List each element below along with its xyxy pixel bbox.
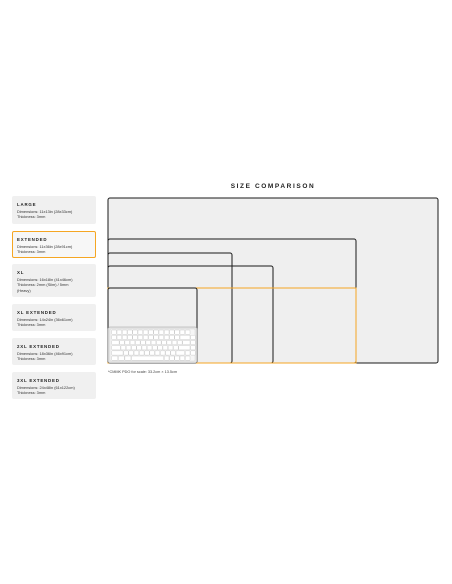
keyboard-key [122, 335, 127, 339]
keyboard-key [148, 335, 153, 339]
keyboard-key [176, 351, 185, 355]
keyboard-key [124, 351, 129, 355]
size-name: LARGE [17, 202, 37, 207]
keyboard-key [146, 340, 151, 344]
keyboard-key [138, 335, 143, 339]
size-detail: Thickness: 3mm [17, 390, 46, 396]
keyboard-key [138, 330, 143, 334]
keyboard-key [127, 330, 132, 334]
size-detail: Dimensions: 11x36in (28x91cm) [17, 244, 73, 249]
keyboard-key [127, 335, 132, 339]
keyboard-key [163, 346, 168, 350]
keyboard-key [180, 330, 185, 334]
size-name: EXTENDED [17, 237, 48, 242]
keyboard-key [129, 351, 134, 355]
keyboard-key [167, 340, 172, 344]
size-detail: Thickness: 3mm [17, 356, 46, 362]
keyboard-key [112, 356, 118, 360]
keyboard-key [171, 351, 176, 355]
keyboard-key [118, 356, 124, 360]
keyboard-key [168, 346, 173, 350]
keyboard-key [145, 351, 150, 355]
keyboard-key [185, 356, 190, 360]
keyboard-key [134, 351, 139, 355]
keyboard-key [133, 335, 138, 339]
size-name: XL [17, 270, 25, 275]
keyboard-key [143, 330, 148, 334]
keyboard-key [112, 330, 117, 334]
keyboard-key [159, 335, 164, 339]
keyboard-key [180, 335, 190, 339]
keyboard-key [180, 356, 185, 360]
keyboard-key [190, 335, 195, 339]
keyboard-key [155, 351, 160, 355]
keyboard-key [160, 351, 165, 355]
keyboard-key [122, 330, 127, 334]
keyboard-key [148, 330, 153, 334]
keyboard-key [139, 351, 144, 355]
keyboard-key [131, 356, 163, 360]
keyboard-key [190, 351, 195, 355]
keyboard-key [137, 346, 142, 350]
keyboard-key [131, 346, 136, 350]
keyboard-key [164, 356, 169, 360]
keyboard-key [125, 340, 130, 344]
keyboard-key [121, 346, 126, 350]
size-name: 2XL EXTENDED [17, 344, 60, 349]
keyboard-icon [108, 327, 197, 363]
keyboard-key [130, 340, 135, 344]
keyboard-key [190, 340, 195, 344]
keyboard-key [112, 340, 119, 344]
keyboard-key [185, 330, 190, 334]
keyboard-key [162, 340, 167, 344]
keyboard-key [112, 351, 123, 355]
keyboard-key [175, 335, 180, 339]
keyboard-key [173, 346, 178, 350]
size-detail: (Heavy) [17, 287, 31, 293]
keyboard-key [158, 346, 163, 350]
keyboard-key [172, 340, 177, 344]
keyboard-key [135, 340, 140, 344]
keyboard-key [152, 346, 157, 350]
keyboard-key [154, 330, 159, 334]
keyboard-key [112, 346, 121, 350]
keyboard-key [159, 330, 164, 334]
keyboard-key [190, 346, 195, 350]
keyboard-key [164, 335, 169, 339]
keyboard-key [150, 351, 155, 355]
size-name: 3XL EXTENDED [17, 378, 60, 383]
size-detail: Dimensions: 14x24in (36x61cm) [17, 317, 73, 322]
keyboard-key [112, 335, 117, 339]
keyboard-key [143, 335, 148, 339]
keyboard-key [169, 356, 174, 360]
keyboard-key [175, 356, 180, 360]
keyboard-key [126, 346, 131, 350]
keyboard-key [179, 346, 190, 350]
size-detail: Thickness: 2mm (Slim) / 5mm [17, 282, 69, 288]
keyboard-key [156, 340, 161, 344]
keyboard-key [147, 346, 152, 350]
size-detail: Thickness: 3mm [17, 249, 46, 255]
keyboard-key [185, 351, 190, 355]
keyboard-key [169, 335, 174, 339]
keyboard-key [154, 335, 159, 339]
keyboard-key [151, 340, 156, 344]
size-detail: Dimensions: 24x48in (61x122cm) [17, 385, 75, 390]
keyboard-key [183, 340, 190, 344]
keyboard-key [125, 356, 131, 360]
keyboard-key [175, 330, 180, 334]
keyboard-key [117, 335, 122, 339]
size-detail: Thickness: 3mm [17, 322, 46, 328]
keyboard-key [142, 346, 147, 350]
keyboard-key [120, 340, 125, 344]
scale-footnote: *CMMK PDO for scale: 33.2cm × 13.5cm [108, 370, 178, 374]
page-title: SIZE COMPARISON [230, 183, 316, 190]
size-detail: Dimensions: 16x18in (41x46cm) [17, 277, 73, 282]
keyboard-key [117, 330, 122, 334]
keyboard-key [166, 351, 171, 355]
size-detail: Dimensions: 11x13in (28x33cm) [17, 209, 73, 214]
keyboard-key [177, 340, 182, 344]
keyboard-key [133, 330, 138, 334]
size-name: XL EXTENDED [17, 310, 57, 315]
size-detail: Thickness: 3mm [17, 214, 46, 220]
keyboard-key [169, 330, 174, 334]
keyboard-key [164, 330, 169, 334]
keyboard-key [141, 340, 146, 344]
size-detail: Dimensions: 18x36in (46x91cm) [17, 351, 73, 356]
